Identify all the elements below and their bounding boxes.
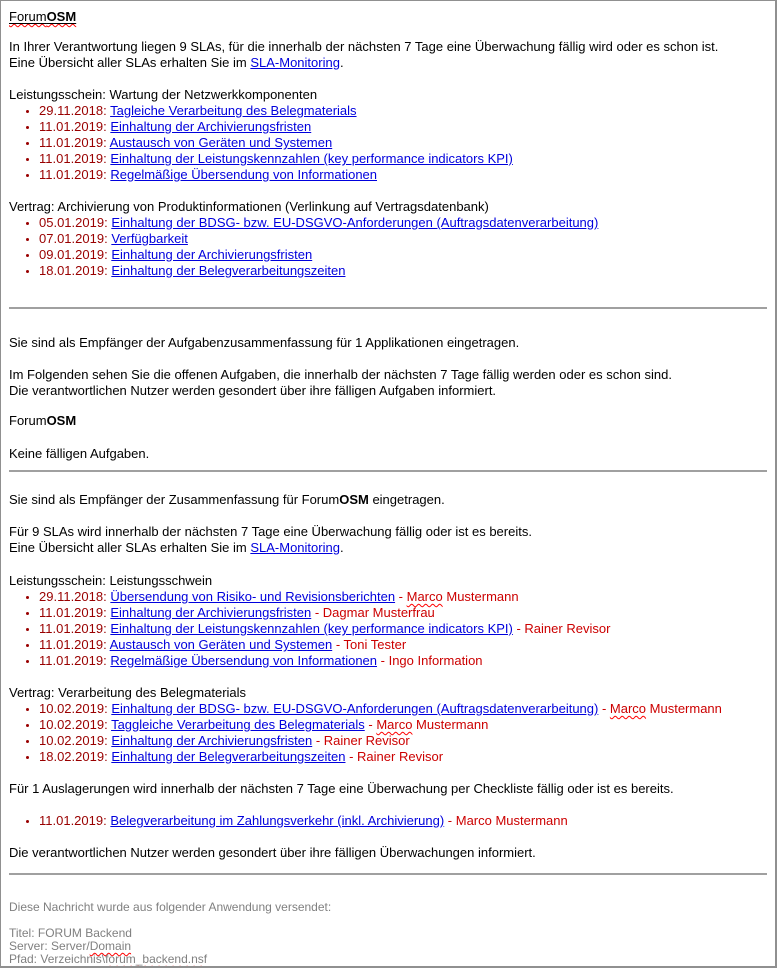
responsible-name: Dagmar Musterfrau [322,605,435,620]
monitoring-outro: Die verantwortlichen Nutzer werden gesondert über ihre fälligen Überwachungen informiert. [9,845,536,860]
sla-item [39,717,767,733]
sla-intro-line2 [9,55,767,71]
sla-link[interactable]: Regelmäßige Übersendung von Informationen [110,653,378,668]
sla-link[interactable]: Einhaltung der Belegverarbeitungszeiten [111,749,346,764]
responsible-name: Mustermann [442,589,519,604]
summary-recipient-line [9,492,767,508]
sla-group-leistungsschwein [9,573,767,669]
separator: - [598,701,610,716]
checklist-item [39,813,767,829]
footer-intro: Diese Nachricht wurde aus folgender Anwendung versendet: [9,900,332,914]
responsible-name: Mustermann [646,701,722,716]
footer-pfad-file: forum_backend.nsf [105,952,208,966]
summary-suffix: eingetragen. [368,492,445,507]
group-heading: Leistungsschein: Leistungsschwein [9,573,213,588]
separator: - [377,653,389,668]
sla-list [9,215,767,279]
responsible-name: Marco Mustermann [455,813,568,828]
due-date: 18.01.2019: [39,263,108,278]
app-title [9,9,767,25]
group-heading: Leistungsschein: Wartung der Netzwerkkomponenten [9,87,318,102]
sla-link[interactable]: Einhaltung der BDSG- bzw. EU-DSGVO-Anforderungen (Auftragsdatenverarbeitung) [111,215,599,230]
sla-item [39,263,767,279]
no-tasks-text: Keine fälligen Aufgaben. [9,446,150,461]
responsible-first-name: Marco [609,701,647,716]
due-date: 11.01.2019: [39,813,107,828]
tasks-info [9,367,767,399]
sla-item [39,247,767,263]
responsible-name: Rainer Revisor [357,749,444,764]
sla-link[interactable]: Übersendung von Risiko- und Revisionsberichten [110,589,396,604]
footer-titel: Titel: FORUM Backend [9,926,132,940]
sla-list [9,589,767,669]
app-title-squiggle [9,9,76,24]
tasks-info-line1: Im Folgenden sehen Sie die offenen Aufgaben, die innerhalb der nächsten 7 Tage fällig werden oder es schon sind. [9,367,672,382]
sla-overview-prefix: Eine Übersicht aller SLAs erhalten Sie im [9,540,251,555]
separator: - [512,621,525,636]
separator: - [364,717,377,732]
sla-link[interactable]: Austausch von Geräten und Systemen [109,135,333,150]
sla-item [39,103,767,119]
sla-link[interactable]: Einhaltung der Archivierungsfristen [110,605,312,620]
app-title-underline [9,9,76,24]
sla-link[interactable]: Tagleiche Verarbeitung des Belegmaterials [110,103,357,118]
sla-link[interactable]: Einhaltung der Leistungskennzahlen (key performance indicators KPI) [110,151,513,166]
sla-group-wartung [9,87,767,183]
due-date: 11.01.2019: [39,151,107,166]
sla-overview-prefix: Eine Übersicht aller SLAs erhalten Sie im [9,55,251,70]
sla-item [39,151,767,167]
sla-intro-line1: In Ihrer Verantwortung liegen 9 SLAs, für die innerhalb der nächsten 7 Tage eine Überwachung fällig wird oder es schon ist. [9,39,719,54]
due-date: 11.01.2019: [39,637,107,652]
separator: - [395,589,407,604]
footer-server-prefix: Server: Server/ [9,939,90,953]
app-title-regular: Forum [9,9,47,24]
summary-prefix: Sie sind als Empfänger der Zusammenfassung für [9,492,302,507]
sla-link[interactable]: Einhaltung der Archivierungsfristen [111,247,313,262]
responsible-name: Toni Tester [343,637,407,652]
sla-item [39,135,767,151]
separator: - [311,605,323,620]
sla-list [9,701,767,765]
sla-item [39,589,767,605]
section-divider [9,470,767,472]
sla-intro [9,39,767,71]
sla-link[interactable]: Regelmäßige Übersendung von Informationen [110,167,378,182]
checklist-intro: Für 1 Auslagerungen wird innerhalb der nächsten 7 Tage eine Überwachung per Checkliste fällig oder ist es bereits. [9,781,674,796]
tasks-recipient-line [9,335,767,351]
checklist-list [9,813,767,829]
separator: - [312,733,324,748]
footer-pfad-prefix: Pfad: Verzeichnis\ [9,952,106,966]
responsible-name: Rainer Revisor [323,733,410,748]
due-date: 09.01.2019: [39,247,108,262]
app-title-regular: Forum [301,492,340,507]
sla-monitoring-link[interactable]: SLA-Monitoring [250,55,340,70]
sla-item [39,119,767,135]
due-date: 10.02.2019: [39,717,108,732]
sla-link[interactable]: Einhaltung der Archivierungsfristen [110,119,312,134]
responsible-name: Ingo Information [388,653,483,668]
sla-item [39,621,767,637]
separator: - [444,813,456,828]
sla-link[interactable]: Einhaltung der Leistungskennzahlen (key performance indicators KPI) [110,621,513,636]
summary-intro [9,524,767,556]
sla-group-belegmaterial [9,685,767,765]
sla-link[interactable]: Einhaltung der Archivierungsfristen [111,733,313,748]
sla-item [39,167,767,183]
section-divider [9,873,767,875]
due-date: 10.02.2019: [39,733,108,748]
summary-intro-line2 [9,540,767,556]
sla-item [39,637,767,653]
summary-intro-line1: Für 9 SLAs wird innerhalb der nächsten 7 Tage eine Überwachung fällig oder ist es bereits. [9,524,532,539]
sla-overview-suffix: . [339,55,344,70]
tasks-recipient-text: Sie sind als Empfänger der Aufgabenzusammenfassung für 1 Applikationen eingetragen. [9,335,520,350]
checklist-link[interactable]: Belegverarbeitung im Zahlungsverkehr (inkl. Archivierung) [110,813,445,828]
section-divider [9,307,767,309]
sla-link[interactable]: Einhaltung der BDSG- bzw. EU-DSGVO-Anforderungen (Auftragsdatenverarbeitung) [111,701,599,716]
responsible-name: Rainer Revisor [524,621,611,636]
due-date: 18.02.2019: [39,749,108,764]
due-date: 11.01.2019: [39,167,107,182]
app-title-tasks [9,413,767,429]
footer-server-domain: Domain [89,939,132,953]
tasks-info-line2: Die verantwortlichen Nutzer werden gesondert über ihre fälligen Aufgaben informiert. [9,383,497,398]
due-date: 05.01.2019: [39,215,108,230]
responsible-first-name: Marco [406,589,443,604]
sla-link[interactable]: Austausch von Geräten und Systemen [109,637,333,652]
sla-link[interactable]: Verfügbarkeit [111,231,188,246]
app-title-regular: Forum [9,413,47,428]
group-heading: Vertrag: Verarbeitung des Belegmaterials [9,685,247,700]
sla-group-archivierung [9,199,767,279]
sla-item [39,231,767,247]
due-date: 11.01.2019: [39,653,107,668]
separator: - [332,637,344,652]
due-date: 11.01.2019: [39,135,107,150]
group-heading: Vertrag: Archivierung von Produktinformationen (Verlinkung auf Vertragsdatenbank) [9,199,489,214]
sla-item [39,733,767,749]
sla-list [9,103,767,183]
responsible-name: Mustermann [412,717,489,732]
sla-link[interactable]: Einhaltung der Belegverarbeitungszeiten [111,263,346,278]
sla-item [39,701,767,717]
due-date: 29.11.2018: [39,589,107,604]
sla-item [39,605,767,621]
separator: - [345,749,358,764]
sla-link[interactable]: Taggleiche Verarbeitung des Belegmaterials [111,717,365,732]
footer-pfad [9,953,767,966]
sla-item [39,653,767,669]
due-date: 11.01.2019: [39,621,107,636]
responsible-first-name: Marco [376,717,413,732]
due-date: 11.01.2019: [39,605,107,620]
sla-monitoring-link[interactable]: SLA-Monitoring [250,540,340,555]
app-title-bold: OSM [46,413,77,428]
footer [9,901,767,966]
due-date: 29.11.2018: [39,103,107,118]
app-title-bold: OSM [339,492,369,507]
sla-overview-suffix: . [339,540,344,555]
due-date: 07.01.2019: [39,231,108,246]
due-date: 10.02.2019: [39,701,108,716]
sla-item [39,215,767,231]
due-date: 11.01.2019: [39,119,107,134]
app-title-bold: OSM [46,9,77,24]
sla-item [39,749,767,765]
